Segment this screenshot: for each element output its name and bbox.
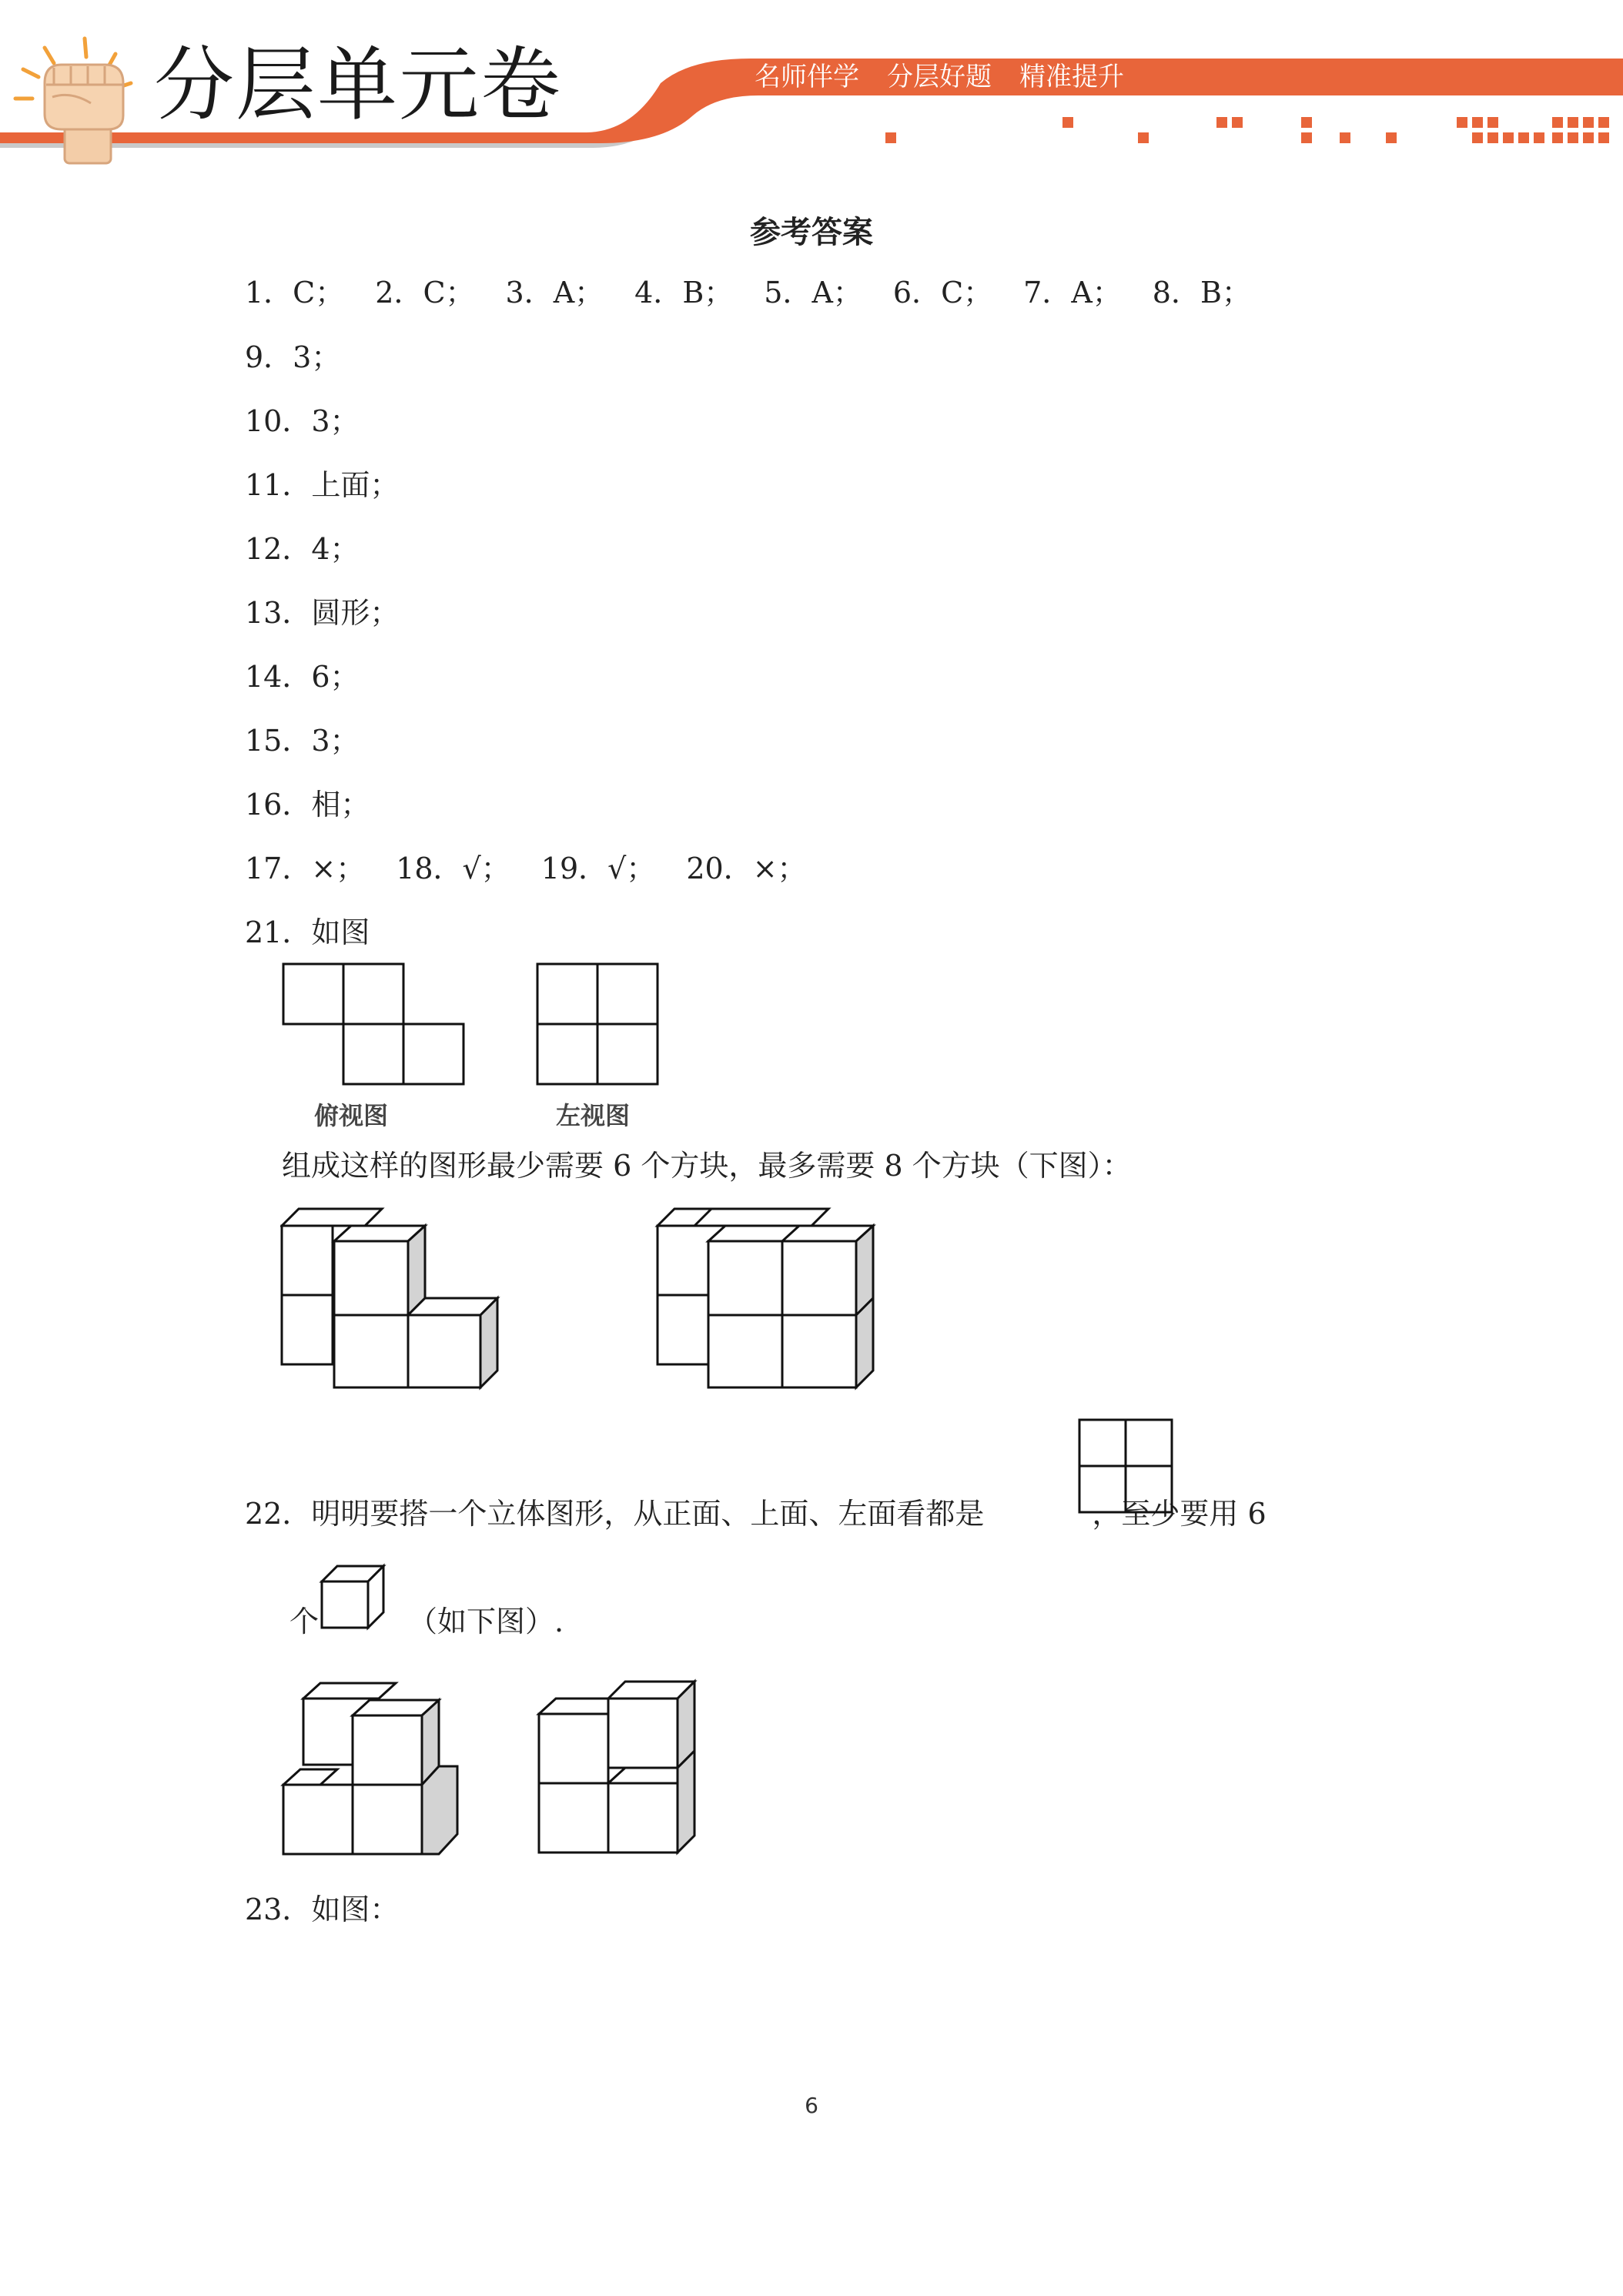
slogan-2: 分层好题 <box>887 62 992 92</box>
decorative-squares <box>885 117 1609 143</box>
answer-5: 5．A； <box>764 276 862 310</box>
answer-2: 2．C； <box>375 276 475 310</box>
answer-1: 1．C； <box>245 276 345 310</box>
answer-15: 15．3； <box>245 724 360 758</box>
answer-6: 6．C； <box>892 276 993 310</box>
answer-10: 10．3； <box>245 404 360 438</box>
slogan-1: 名师伴学 <box>755 62 859 92</box>
page-title: 参考答案 <box>750 215 873 250</box>
answer-20: 20．×； <box>686 852 807 885</box>
answer-19: 19．√； <box>540 852 656 885</box>
answer-23: 23．如图： <box>245 1893 400 1926</box>
answer-21-explanation: 组成这样的图形最少需要 6 个方块，最多需要 8 个方块（下图）： <box>282 1149 1132 1183</box>
max-cubes-figure <box>654 1198 885 1398</box>
answer-22-text-d: （如下图）. <box>408 1605 564 1638</box>
left-view-label: 左视图 <box>556 1101 631 1130</box>
answer-3: 3．A； <box>505 276 604 310</box>
answer-7: 7．A； <box>1023 276 1122 310</box>
top-view-figure <box>280 961 473 1089</box>
answer-9: 9．3； <box>245 340 341 374</box>
header-slogans <box>755 60 1152 94</box>
answer-22-text-c: 个 <box>289 1605 320 1638</box>
page-number: 6 <box>805 2093 818 2118</box>
answer-8: 8．B； <box>1152 276 1251 310</box>
answer-13: 13．圆形； <box>245 596 400 630</box>
page-header <box>0 0 1623 177</box>
answer-4: 4．B； <box>634 276 734 310</box>
answer-17: 17．×； <box>245 852 366 885</box>
q22-figure-1 <box>280 1672 480 1865</box>
top-view-label: 俯视图 <box>314 1101 389 1130</box>
min-cubes-figure <box>280 1198 511 1398</box>
answer-16: 16．相； <box>245 788 370 822</box>
answer-row-17-20 <box>245 850 838 887</box>
slogan-3: 精准提升 <box>1019 62 1124 92</box>
answer-18: 18．√； <box>396 852 510 885</box>
brand-title: 分层单元卷 <box>154 38 563 132</box>
square-2x2-icon <box>1076 1417 1176 1517</box>
answer-14: 14．6； <box>245 660 360 694</box>
answer-22-text-b: ，至少要用 6 <box>1092 1497 1267 1531</box>
small-cube-icon <box>319 1563 393 1632</box>
answer-row-1-8 <box>245 274 1282 311</box>
answer-12: 12．4； <box>245 532 360 566</box>
answer-22-text-a: 22．明明要搭一个立体图形，从正面、上面、左面看都是 <box>245 1497 985 1531</box>
q22-figure-2 <box>536 1671 728 1863</box>
answer-11: 11．上面； <box>245 468 400 502</box>
answer-21: 21．如图 <box>245 915 370 949</box>
left-view-figure <box>534 961 662 1089</box>
